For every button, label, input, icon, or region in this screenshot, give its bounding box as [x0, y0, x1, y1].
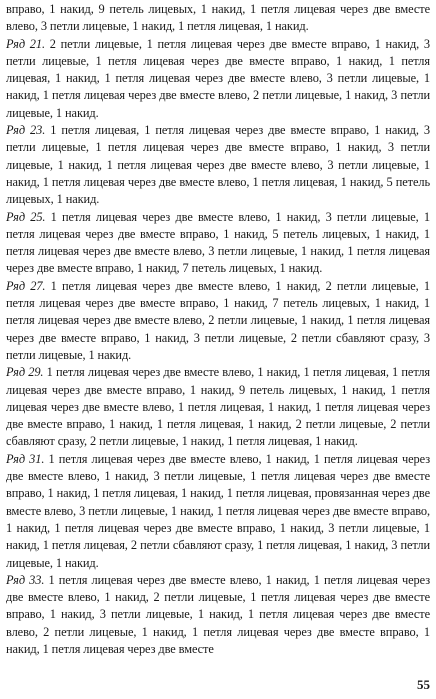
paragraph-continuation — [6, 1, 430, 36]
row-label: Ряд 27. — [6, 278, 46, 293]
paragraph-row-31 — [6, 451, 430, 572]
row-label: Ряд 29. — [6, 365, 44, 380]
paragraph-text: 1 петля лицевая, 1 петля лицевая через две вместе вправо, 1 накид, 3 петли лицевые, 1 петля лицевая через две вместе вправо, 1 накид, 3 петли лицевые, 1 накид, 1 петля лицевая через две вместе влево, 3 петли лицевые, 1 накид, 1 петля лицевая через две вместе влево, 1 петля лицевая, 1 накид, 5 петель лицевых, 1 накид. — [6, 123, 431, 207]
page-number: 55 — [417, 677, 430, 692]
paragraph-row-29 — [6, 364, 430, 450]
paragraph-row-33 — [6, 572, 430, 658]
paragraph-text: 1 петля лицевая через две вместе влево, 1 накид, 1 петля лицевая через две вместе влево, 1 накид, 2 петли лицевые, 1 петля лицевая через две вместе вправо, 1 накид, 3 петли лицевые, 1 накид, 1 петля лицевая через две вместе влево, 2 петли лицевые, 1 накид, 1 петля лицевая через две вместе вправо, 1 накид, 1 петля лицевая через две вместе — [6, 572, 430, 656]
row-label: Ряд 33. — [6, 572, 45, 587]
paragraph-text: 1 петля лицевая через две вместе влево, 1 накид, 1 петля лицевая, 1 петля лицевая через две вместе вправо, 1 накид, 9 петель лицевых, 1 накид, 1 петля лицевая через две вместе влево, 1 петля лицевая, 1 накид, 1 петля лицевая через две вместе вправо, 1 накид, 1 петля лицевая, 1 накид, 2 петли лицевые, 2 петли сбавляют сразу, 2 петли лицевые, 1 накид, 1 петля лицевая, 1 накид. — [6, 365, 431, 449]
paragraph-text: вправо, 1 накид, 9 петель лицевых, 1 накид, 1 петля лицевая через две вместе влево, 3 петли лицевые, 1 накид, 1 петля лицевая, 1 накид. — [6, 2, 430, 34]
paragraph-text: 2 петли лицевые, 1 петля лицевая через две вместе вправо, 1 накид, 3 петли лицевые, 1 петля лицевая через две вместе вправо, 1 накид, 1 петля лицевая, 1 накид, 1 петля лицевая через две вместе влево, 3 петли лицевые, 1 накид, 1 петля лицевая через две вместе влево, 2 петли лицевые, 1 накид, 3 петли лицевые, 1 накид. — [6, 36, 431, 120]
paragraph-text: 1 петля лицевая через две вместе влево, 1 накид, 1 петля лицевая через две вместе влево, 1 накид, 3 петли лицевые, 1 петля лицевая через две вместе вправо, 1 накид, 1 петля лицевая, 1 накид, 1 петля лицевая, провязанная через две вместе влево, 3 петли лицевые, 1 накид, 1 петля лицевая через две вместе вправо, 1 накид, 1 петля лицевая через две вместе вправо, 1 накид, 3 петли лицевые, 1 накид, 1 петля лицевая, 2 петли сбавляют сразу, 1 петля лицевая, 1 накид, 3 петли лицевые, 1 накид. — [6, 451, 430, 570]
paragraph-row-23 — [6, 122, 430, 208]
row-label: Ряд 25. — [6, 209, 46, 224]
paragraph-text: 1 петля лицевая через две вместе влево, 1 накид, 2 петли лицевые, 1 петля лицевая через две вместе вправо, 1 накид, 7 петель лицевых, 1 накид, 1 петля лицевая через две вместе влево, 2 петли лицевые, 1 накид, 1 петля лицевая через две вместе вправо, 1 накид, 3 петли лицевые, 2 петли сбавляют сразу, 3 петли лицевые, 1 накид. — [6, 278, 430, 362]
row-label: Ряд 23. — [6, 123, 46, 138]
paragraph-row-25 — [6, 209, 430, 278]
paragraph-row-21 — [6, 36, 430, 122]
paragraph-row-27 — [6, 278, 430, 364]
row-label: Ряд 31. — [6, 451, 45, 466]
row-label: Ряд 21. — [6, 36, 45, 51]
paragraph-text: 1 петля лицевая через две вместе влево, 1 накид, 3 петли лицевые, 1 петля лицевая через две вместе вправо, 1 накид, 5 петель лицевых, 1 накид, 1 петля лицевая через две вместе влево, 3 петли лицевые, 1 накид, 1 петля лицевая через две вместе вправо, 1 накид, 7 петель лицевых, 1 накид. — [6, 209, 430, 276]
